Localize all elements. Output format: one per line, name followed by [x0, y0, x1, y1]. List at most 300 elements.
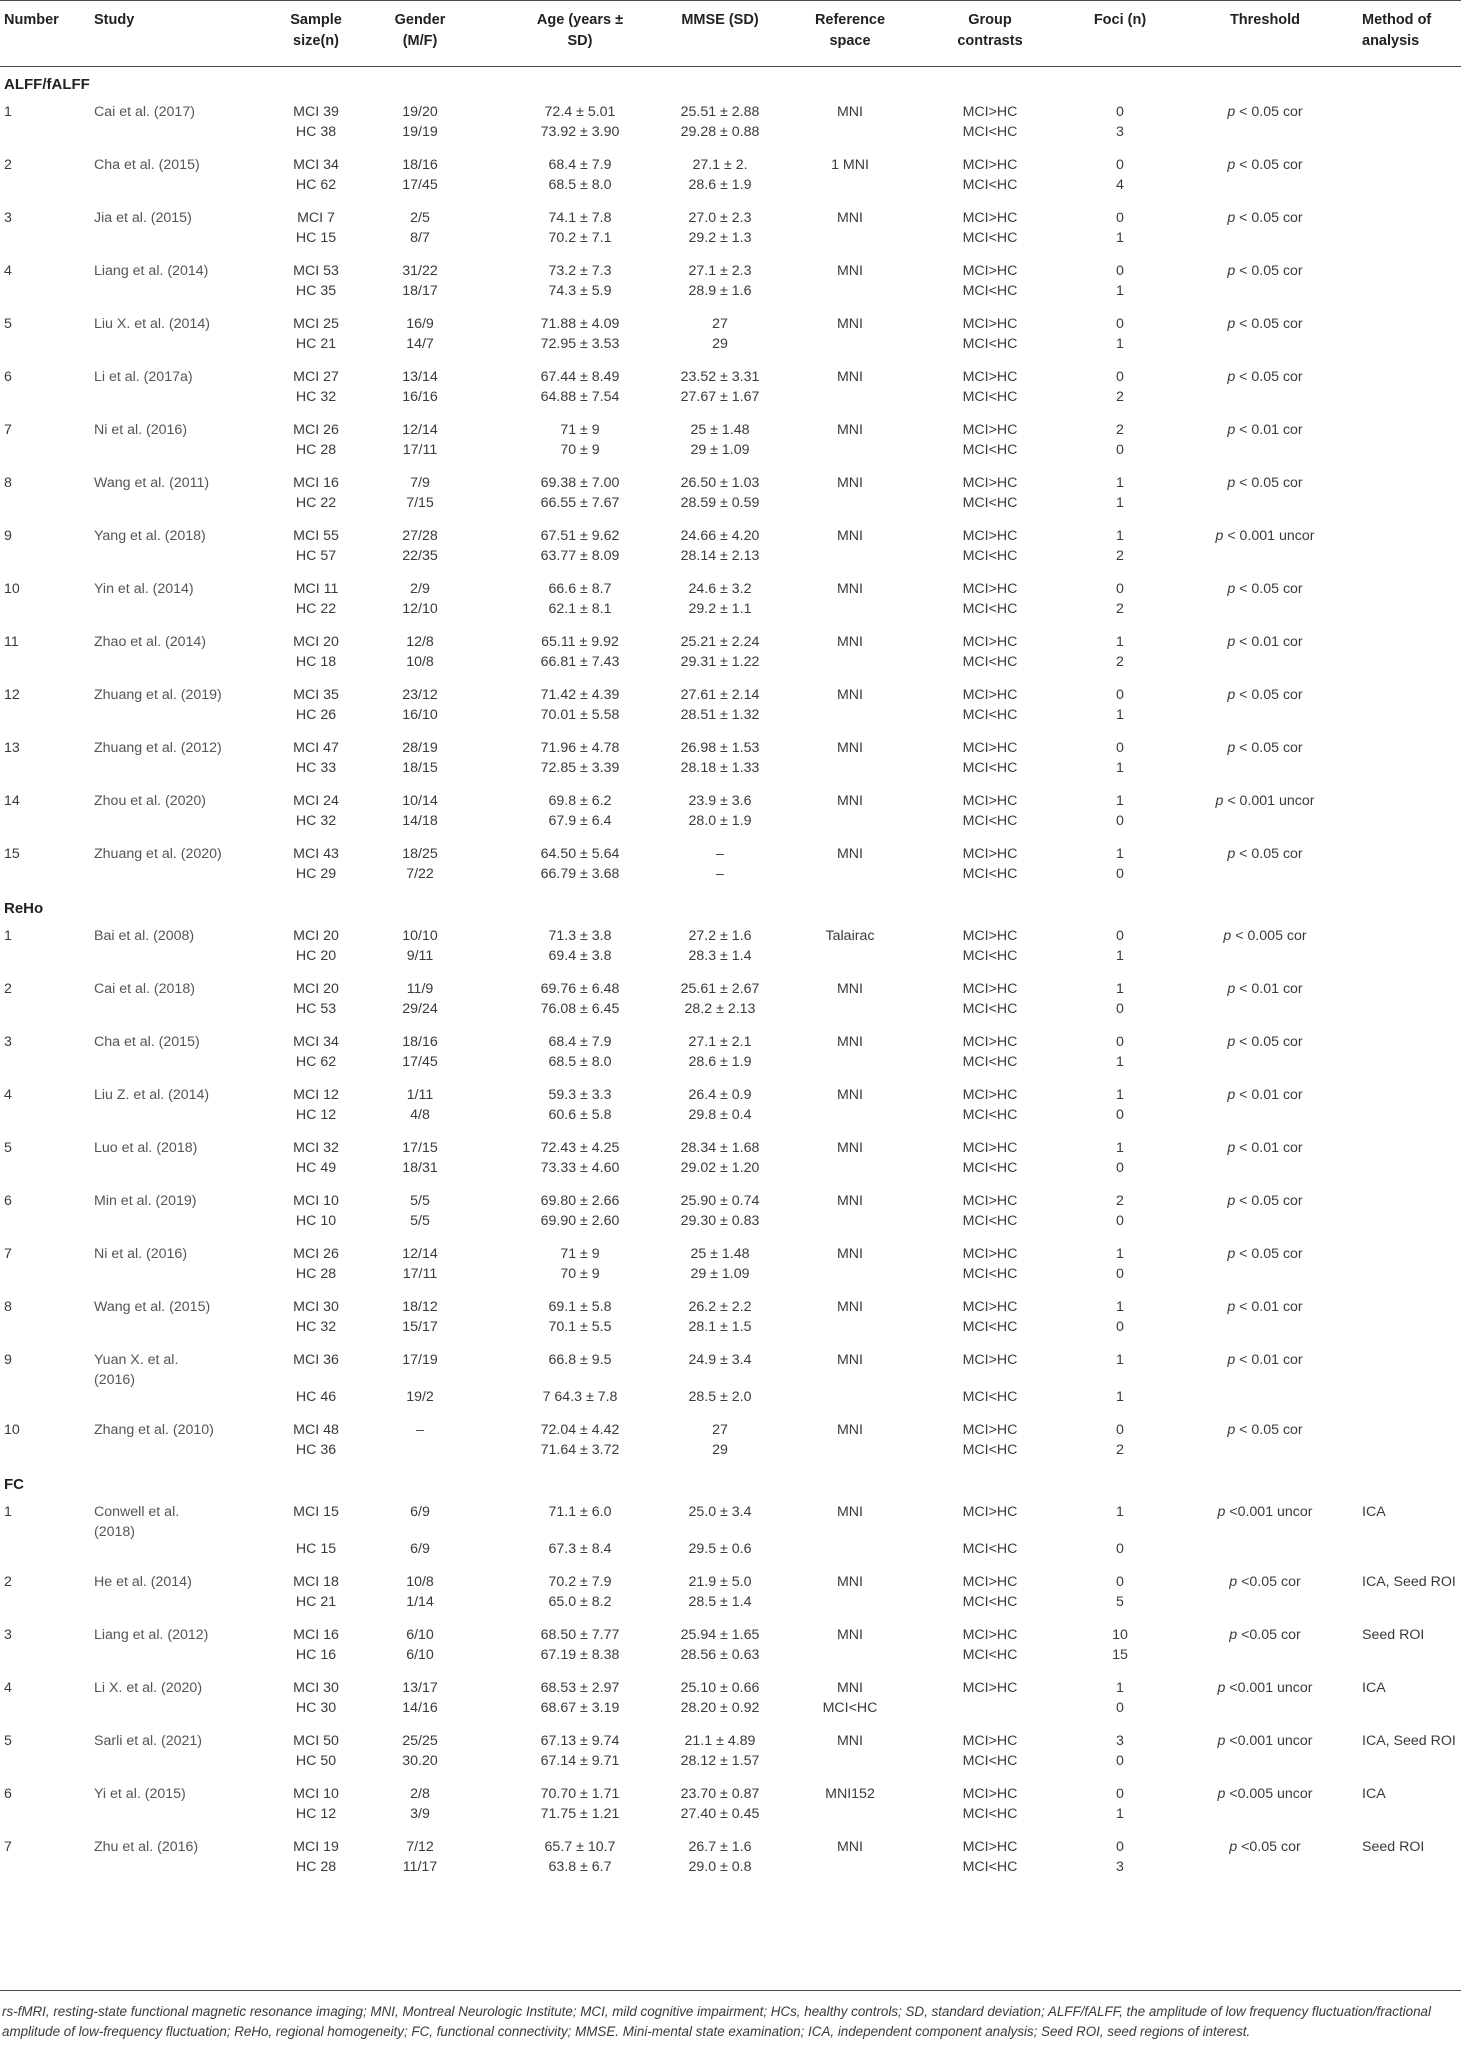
cell-number: 1 — [4, 928, 12, 944]
cell-samples: MCI 48 — [293, 1422, 339, 1438]
cell-ref: MNI — [836, 1504, 863, 1520]
cell-foci: 0 — [1116, 1786, 1124, 1802]
cell-foci: 0 — [1116, 1213, 1124, 1229]
cell-samples: HC 28 — [295, 1266, 337, 1282]
cell-ref: MNI — [836, 634, 863, 650]
cell-contrast: MCI<HC — [962, 1594, 1018, 1610]
cell-age: 64.88 ± 7.54 — [540, 389, 620, 405]
cell-contrast: MCI>HC — [962, 740, 1018, 756]
cell-ref: MNI — [836, 369, 863, 385]
cell-foci: 2 — [1116, 1193, 1124, 1209]
cell-age: 66.55 ± 7.67 — [540, 495, 620, 511]
cell-samples: MCI 27 — [293, 369, 339, 385]
cell-foci: 1 — [1116, 707, 1124, 723]
cell-study: Zhao et al. (2014) — [94, 634, 206, 650]
cell-mmse: 27.61 ± 2.14 — [680, 687, 760, 703]
cell-number: 4 — [4, 263, 12, 279]
cell-mmse: 29.5 ± 0.6 — [688, 1541, 752, 1557]
cell-number: 13 — [4, 740, 20, 756]
cell-foci: 1 — [1116, 1299, 1124, 1315]
cell-mmse: 28.20 ± 0.92 — [680, 1700, 760, 1716]
cell-contrast: MCI>HC — [962, 104, 1018, 120]
cell-mmse: 28.12 ± 1.57 — [680, 1753, 760, 1769]
threshold-value: < 0.05 cor — [1235, 581, 1303, 597]
threshold-value: < 0.01 cor — [1235, 1352, 1303, 1368]
cell-gender: 16/16 — [402, 389, 438, 405]
cell-contrast: MCI>HC — [962, 422, 1018, 438]
cell-gender: 2/5 — [410, 210, 430, 226]
cell-gender: 6/9 — [410, 1541, 430, 1557]
p-symbol: p — [1227, 210, 1236, 226]
cell-foci: 3 — [1116, 1859, 1124, 1875]
cell-number: 3 — [4, 210, 12, 226]
cell-contrast: MCI<HC — [962, 177, 1018, 193]
cell-age: 74.1 ± 7.8 — [548, 210, 612, 226]
cell-gender: 11/9 — [406, 981, 434, 997]
cell-gender: 22/35 — [402, 548, 438, 564]
cell-age: 65.11 ± 9.92 — [541, 634, 619, 650]
cell-gender: 17/15 — [402, 1140, 438, 1156]
cell-samples: MCI 10 — [293, 1786, 339, 1802]
cell-mmse: 24.6 ± 3.2 — [688, 581, 752, 597]
cell-samples: HC 62 — [295, 177, 337, 193]
cell-contrast: MCI<HC — [962, 336, 1018, 352]
cell-age: 68.67 ± 3.19 — [540, 1700, 620, 1716]
cell-contrast: MCI<HC — [962, 707, 1018, 723]
cell-contrast: MCI>HC — [962, 369, 1018, 385]
cell-mmse: 25 ± 1.48 — [690, 422, 750, 438]
cell-number: 4 — [4, 1087, 12, 1103]
cell-age: 71.42 ± 4.39 — [540, 687, 620, 703]
cell-samples: MCI 11 — [293, 581, 339, 597]
cell-contrast: MCI>HC — [962, 1087, 1018, 1103]
cell-mmse: 28.3 ± 1.4 — [688, 948, 752, 964]
cell-foci: 1 — [1116, 760, 1124, 776]
cell-gender: 18/17 — [402, 283, 438, 299]
threshold-value: < 0.01 cor — [1235, 981, 1303, 997]
p-symbol: p — [1227, 157, 1236, 173]
cell-foci: 1 — [1116, 1087, 1124, 1103]
cell-foci: 0 — [1116, 442, 1124, 458]
cell-study: Zhou et al. (2020) — [94, 793, 206, 809]
cell-gender: 12/8 — [406, 634, 434, 650]
cell-gender: 18/31 — [402, 1160, 438, 1176]
p-symbol: p — [1227, 316, 1236, 332]
cell-study: Yang et al. (2018) — [94, 528, 206, 544]
cell-samples: MCI 20 — [293, 981, 339, 997]
col-header-reference-space: Reference space — [814, 12, 886, 49]
cell-contrast: MCI<HC — [962, 1647, 1018, 1663]
cell-gender: 10/8 — [406, 654, 434, 670]
col-header-method: Method of analysis — [1362, 12, 1432, 49]
cell-age: 72.95 ± 3.53 — [540, 336, 620, 352]
cell-number: 6 — [4, 369, 12, 385]
cell-foci: 2 — [1116, 422, 1124, 438]
cell-samples: HC 22 — [295, 495, 337, 511]
p-symbol: p — [1227, 1034, 1236, 1050]
cell-ref: MNI — [836, 1422, 863, 1438]
p-symbol: p — [1227, 1299, 1236, 1315]
p-symbol: p — [1227, 1193, 1236, 1209]
cell-threshold — [1200, 844, 1330, 864]
threshold-value: <0.05 cor — [1237, 1839, 1301, 1855]
cell-foci: 0 — [1116, 1753, 1124, 1769]
threshold-value: < 0.001 uncor — [1223, 528, 1315, 544]
p-symbol: p — [1227, 1352, 1236, 1368]
cell-number: 2 — [4, 157, 12, 173]
cell-gender: 9/11 — [406, 948, 434, 964]
cell-mmse: 25.94 ± 1.65 — [680, 1627, 760, 1643]
cell-gender: 16/10 — [402, 707, 438, 723]
cell-samples: MCI 34 — [293, 157, 339, 173]
cell-gender: 31/22 — [402, 263, 438, 279]
cell-contrast: MCI<HC — [962, 1319, 1018, 1335]
cell-mmse: 23.70 ± 0.87 — [680, 1786, 760, 1802]
cell-contrast: MCI<HC — [962, 654, 1018, 670]
cell-gender: 1/14 — [406, 1594, 434, 1610]
cell-age: 7 64.3 ± 7.8 — [542, 1389, 618, 1405]
cell-mmse: 29.2 ± 1.3 — [688, 230, 752, 246]
cell-foci: 1 — [1116, 981, 1124, 997]
cell-foci: 0 — [1116, 157, 1124, 173]
cell-age: 70.70 ± 1.71 — [540, 1786, 620, 1802]
cell-threshold — [1200, 1350, 1330, 1370]
cell-ref: MNI — [836, 1680, 863, 1696]
cell-number: 15 — [4, 846, 20, 862]
cell-threshold — [1200, 1625, 1330, 1645]
p-symbol: p — [1227, 1246, 1236, 1262]
cell-foci: 0 — [1116, 1839, 1124, 1855]
cell-study: Zhuang et al. (2020) — [94, 846, 222, 862]
cell-gender: 10/10 — [402, 928, 438, 944]
cell-threshold — [1200, 473, 1330, 493]
cell-contrast: MCI>HC — [962, 581, 1018, 597]
cell-foci: 2 — [1116, 601, 1124, 617]
cell-study: Liang et al. (2012) — [94, 1627, 209, 1643]
cell-threshold — [1200, 1244, 1330, 1264]
cell-contrast: MCI<HC — [962, 1160, 1018, 1176]
cell-mmse: 29.0 ± 0.8 — [688, 1859, 752, 1875]
cell-mmse: 28.0 ± 1.9 — [688, 813, 752, 829]
cell-threshold — [1200, 367, 1330, 387]
cell-mmse: 26.4 ± 0.9 — [688, 1087, 752, 1103]
cell-mmse: 27.2 ± 1.6 — [688, 928, 752, 944]
cell-samples: HC 36 — [295, 1442, 337, 1458]
cell-threshold — [1200, 1731, 1330, 1751]
cell-mmse: 26.7 ± 1.6 — [688, 1839, 752, 1855]
cell-contrast: MCI>HC — [962, 1786, 1018, 1802]
cell-contrast: MCI>HC — [962, 528, 1018, 544]
cell-ref: MNI — [836, 316, 863, 332]
cell-samples: MCI 16 — [293, 1627, 339, 1643]
threshold-value: <0.05 cor — [1237, 1574, 1301, 1590]
cell-mmse: 28.5 ± 1.4 — [688, 1594, 752, 1610]
cell-foci: 0 — [1116, 1107, 1124, 1123]
cell-contrast: MCI>HC — [962, 1193, 1018, 1209]
cell-threshold — [1200, 1297, 1330, 1317]
cell-mmse: 25.51 ± 2.88 — [680, 104, 760, 120]
cell-age: 68.50 ± 7.77 — [540, 1627, 620, 1643]
cell-samples: HC 49 — [295, 1160, 337, 1176]
threshold-value: < 0.05 cor — [1235, 1193, 1303, 1209]
cell-samples: HC 18 — [295, 654, 337, 670]
cell-mmse: 27.0 ± 2.3 — [688, 210, 752, 226]
cell-number: 10 — [4, 1422, 20, 1438]
p-symbol: p — [1227, 1140, 1236, 1156]
cell-gender: 3/9 — [410, 1806, 430, 1822]
col-header-mmse: MMSE (SD) — [681, 12, 759, 28]
cell-samples: HC 29 — [295, 866, 337, 882]
cell-contrast: MCI>HC — [962, 263, 1018, 279]
cell-study: Liang et al. (2014) — [94, 263, 209, 279]
cell-foci: 1 — [1116, 336, 1124, 352]
cell-samples: MCI 24 — [293, 793, 339, 809]
cell-gender: 5/5 — [410, 1193, 430, 1209]
cell-foci: 2 — [1116, 389, 1124, 405]
cell-foci: 0 — [1116, 263, 1124, 279]
p-symbol: p — [1227, 369, 1236, 385]
cell-mmse: 28.56 ± 0.63 — [680, 1647, 760, 1663]
cell-samples: MCI 50 — [293, 1733, 339, 1749]
cell-samples: MCI 55 — [293, 528, 339, 544]
cell-ref: MNI — [836, 981, 863, 997]
cell-gender: 6/9 — [410, 1504, 430, 1520]
cell-number: 6 — [4, 1786, 12, 1802]
cell-contrast: MCI>HC — [962, 475, 1018, 491]
cell-foci: 0 — [1116, 1541, 1124, 1557]
cell-contrast: MCI>HC — [962, 316, 1018, 332]
cell-study: Jia et al. (2015) — [94, 210, 192, 226]
cell-samples: MCI 20 — [293, 928, 339, 944]
cell-foci: 0 — [1116, 866, 1124, 882]
cell-mmse: 28.9 ± 1.6 — [688, 283, 752, 299]
cell-samples: HC 21 — [295, 1594, 337, 1610]
cell-study: Cha et al. (2015) — [94, 157, 200, 173]
cell-age: 68.53 ± 2.97 — [540, 1680, 620, 1696]
threshold-value: <0.001 uncor — [1225, 1733, 1313, 1749]
cell-gender: 25/25 — [402, 1733, 438, 1749]
cell-threshold — [1200, 791, 1330, 811]
cell-foci: 1 — [1116, 1054, 1124, 1070]
table-footnote: rs-fMRI, resting-state functional magnetic resonance imaging; MNI, Montreal Neurologic Institute; MCI, mild cognitive impairment; HCs, healthy controls; SD, standard deviation; ALFF/fALFF, the amplitude of low frequency fluctuation/fractional amplitude of low-frequency fluctuation; ReHo, regional homogeneity; FC, functional connectivity; MMSE. Mini-mental state examination; ICA, independent component analysis; Seed ROI, seed regions of interest. — [2, 2004, 1431, 2039]
cell-mmse: 27.1 ± 2.1 — [688, 1034, 752, 1050]
cell-number: 11 — [4, 634, 19, 650]
cell-age: 67.51 ± 9.62 — [540, 528, 620, 544]
cell-number: 12 — [4, 687, 20, 703]
cell-foci: 1 — [1116, 1389, 1124, 1405]
cell-samples: MCI 20 — [293, 634, 339, 650]
cell-gender: 12/14 — [402, 1246, 438, 1262]
cell-age: 70 ± 9 — [560, 442, 600, 458]
cell-threshold — [1200, 685, 1330, 705]
cell-samples: HC 53 — [295, 1001, 337, 1017]
cell-threshold — [1200, 979, 1330, 999]
cell-study: Zhu et al. (2016) — [94, 1839, 199, 1855]
cell-number: 7 — [4, 1246, 12, 1262]
cell-contrast: MCI<HC — [962, 230, 1018, 246]
cell-mmse: 27.40 ± 0.45 — [680, 1806, 760, 1822]
cell-age: 70.2 ± 7.9 — [548, 1574, 612, 1590]
cell-mmse: 27 — [712, 1422, 728, 1438]
cell-foci: 1 — [1116, 1680, 1124, 1696]
cell-method: ICA — [1362, 1786, 1386, 1802]
cell-age: 67.9 ± 6.4 — [548, 813, 612, 829]
cell-gender: 29/24 — [402, 1001, 438, 1017]
cell-foci: 0 — [1116, 1160, 1124, 1176]
cell-foci: 2 — [1116, 548, 1124, 564]
cell-contrast: MCI<HC — [962, 1541, 1018, 1557]
cell-threshold — [1200, 1572, 1330, 1592]
cell-age: 69.1 ± 5.8 — [548, 1299, 612, 1315]
cell-mmse: 29.30 ± 0.83 — [680, 1213, 760, 1229]
cell-ref: MNI — [836, 1839, 863, 1855]
cell-method: ICA, Seed ROI — [1362, 1574, 1456, 1590]
cell-foci: 0 — [1116, 369, 1124, 385]
cell-ref: MNI — [836, 422, 863, 438]
cell-contrast: MCI>HC — [962, 846, 1018, 862]
p-symbol: p — [1227, 1422, 1236, 1438]
cell-threshold — [1200, 926, 1330, 946]
cell-contrast: MCI>HC — [962, 1246, 1018, 1262]
cell-age: 70.1 ± 5.5 — [548, 1319, 612, 1335]
threshold-value: < 0.001 uncor — [1223, 793, 1315, 809]
cell-age: 64.50 ± 5.64 — [540, 846, 620, 862]
cell-gender: 11/17 — [402, 1859, 438, 1875]
cell-threshold — [1200, 1420, 1330, 1440]
cell-gender: 4/8 — [410, 1107, 430, 1123]
cell-age: 73.2 ± 7.3 — [548, 263, 612, 279]
threshold-value: <0.001 uncor — [1225, 1504, 1313, 1520]
cell-number: 10 — [4, 581, 20, 597]
p-symbol: p — [1217, 1786, 1226, 1802]
col-header-group-contrasts: Group contrasts — [957, 12, 1023, 49]
cell-number: 9 — [4, 528, 12, 544]
cell-samples: HC 46 — [295, 1389, 337, 1405]
cell-contrast: MCI<HC — [962, 813, 1018, 829]
cell-gender: 7/15 — [406, 495, 434, 511]
cell-gender: 7/9 — [410, 475, 430, 491]
cell-foci: 1 — [1116, 948, 1124, 964]
cell-number: 8 — [4, 475, 12, 491]
cell-contrast: MCI<HC — [962, 948, 1018, 964]
cell-mmse: 28.1 ± 1.5 — [688, 1319, 752, 1335]
cell-foci: 1 — [1116, 230, 1124, 246]
cell-ref: MCI<HC — [822, 1700, 878, 1716]
cell-mmse: 29 ± 1.09 — [690, 442, 750, 458]
col-header-sample-size: Sample size(n) — [290, 12, 342, 49]
bottom-rule — [0, 1990, 1461, 1991]
cell-foci: 0 — [1116, 1319, 1124, 1335]
col-header-foci: Foci (n) — [1093, 12, 1147, 28]
p-symbol: p — [1215, 793, 1224, 809]
threshold-value: < 0.01 cor — [1235, 634, 1303, 650]
cell-contrast: MCI>HC — [962, 981, 1018, 997]
cell-study: Cha et al. (2015) — [94, 1034, 200, 1050]
p-symbol: p — [1227, 263, 1236, 279]
cell-foci: 0 — [1116, 928, 1124, 944]
threshold-value: < 0.005 cor — [1231, 928, 1307, 944]
cell-contrast: MCI>HC — [962, 1422, 1018, 1438]
p-symbol: p — [1227, 981, 1236, 997]
cell-foci: 1 — [1116, 634, 1124, 650]
cell-contrast: MCI<HC — [962, 1806, 1018, 1822]
cell-age: 63.77 ± 8.09 — [540, 548, 620, 564]
cell-ref: MNI — [836, 1087, 863, 1103]
p-symbol: p — [1227, 104, 1236, 120]
cell-foci: 2 — [1116, 1442, 1124, 1458]
cell-contrast: MCI<HC — [962, 548, 1018, 564]
cell-mmse: 21.1 ± 4.89 — [684, 1733, 756, 1749]
cell-contrast: MCI<HC — [962, 1442, 1018, 1458]
cell-number: 3 — [4, 1034, 12, 1050]
cell-mmse: 26.2 ± 2.2 — [688, 1299, 752, 1315]
p-symbol: p — [1223, 928, 1232, 944]
cell-gender: 13/14 — [402, 369, 438, 385]
cell-mmse: 25.90 ± 0.74 — [680, 1193, 760, 1209]
cell-mmse: 28.18 ± 1.33 — [680, 760, 760, 776]
cell-number: 1 — [4, 1504, 12, 1520]
cell-gender: 10/8 — [406, 1574, 434, 1590]
cell-foci: 2 — [1116, 654, 1124, 670]
cell-samples: HC 33 — [295, 760, 337, 776]
cell-age: 62.1 ± 8.1 — [548, 601, 612, 617]
cell-gender: 19/20 — [402, 104, 438, 120]
p-symbol: p — [1227, 687, 1236, 703]
cell-study: Wang et al. (2015) — [94, 1299, 211, 1315]
cell-gender: 5/5 — [410, 1213, 430, 1229]
cell-contrast: MCI>HC — [962, 1839, 1018, 1855]
threshold-value: <0.001 uncor — [1225, 1680, 1313, 1696]
cell-study: Yuan X. et al. (2016) — [94, 1352, 179, 1388]
cell-mmse: 24.9 ± 3.4 — [688, 1352, 752, 1368]
top-rule — [0, 0, 1461, 1]
cell-mmse: 29.31 ± 1.22 — [680, 654, 760, 670]
cell-age: 76.08 ± 6.45 — [540, 1001, 620, 1017]
cell-threshold — [1200, 632, 1330, 652]
cell-samples: HC 30 — [295, 1700, 337, 1716]
cell-mmse: 29 — [712, 336, 728, 352]
cell-foci: 0 — [1116, 1266, 1124, 1282]
cell-threshold — [1200, 102, 1330, 122]
cell-samples: HC 28 — [295, 1859, 337, 1875]
cell-gender: 18/15 — [402, 760, 438, 776]
threshold-value: < 0.05 cor — [1235, 157, 1303, 173]
p-symbol: p — [1227, 1087, 1236, 1103]
cell-contrast: MCI>HC — [962, 928, 1018, 944]
cell-age: 70.01 ± 5.58 — [540, 707, 620, 723]
cell-age: 71 ± 9 — [560, 1246, 600, 1262]
cell-samples: HC 35 — [295, 283, 337, 299]
cell-study: He et al. (2014) — [94, 1574, 192, 1590]
cell-gender: 14/7 — [406, 336, 434, 352]
cell-contrast: MCI<HC — [962, 389, 1018, 405]
cell-contrast: MCI<HC — [962, 760, 1018, 776]
cell-foci: 1 — [1116, 793, 1124, 809]
cell-method: ICA — [1362, 1680, 1386, 1696]
threshold-value: < 0.05 cor — [1235, 740, 1303, 756]
cell-samples: HC 62 — [295, 1054, 337, 1070]
cell-samples: MCI 12 — [293, 1087, 339, 1103]
cell-age: 71.96 ± 4.78 — [540, 740, 620, 756]
cell-gender: 6/10 — [406, 1627, 434, 1643]
cell-threshold — [1200, 1138, 1330, 1158]
cell-mmse: 21.9 ± 5.0 — [688, 1574, 752, 1590]
cell-method: Seed ROI — [1362, 1839, 1425, 1855]
cell-foci: 0 — [1116, 740, 1124, 756]
cell-threshold — [1200, 579, 1330, 599]
cell-number: 4 — [4, 1680, 12, 1696]
cell-number: 2 — [4, 981, 12, 997]
